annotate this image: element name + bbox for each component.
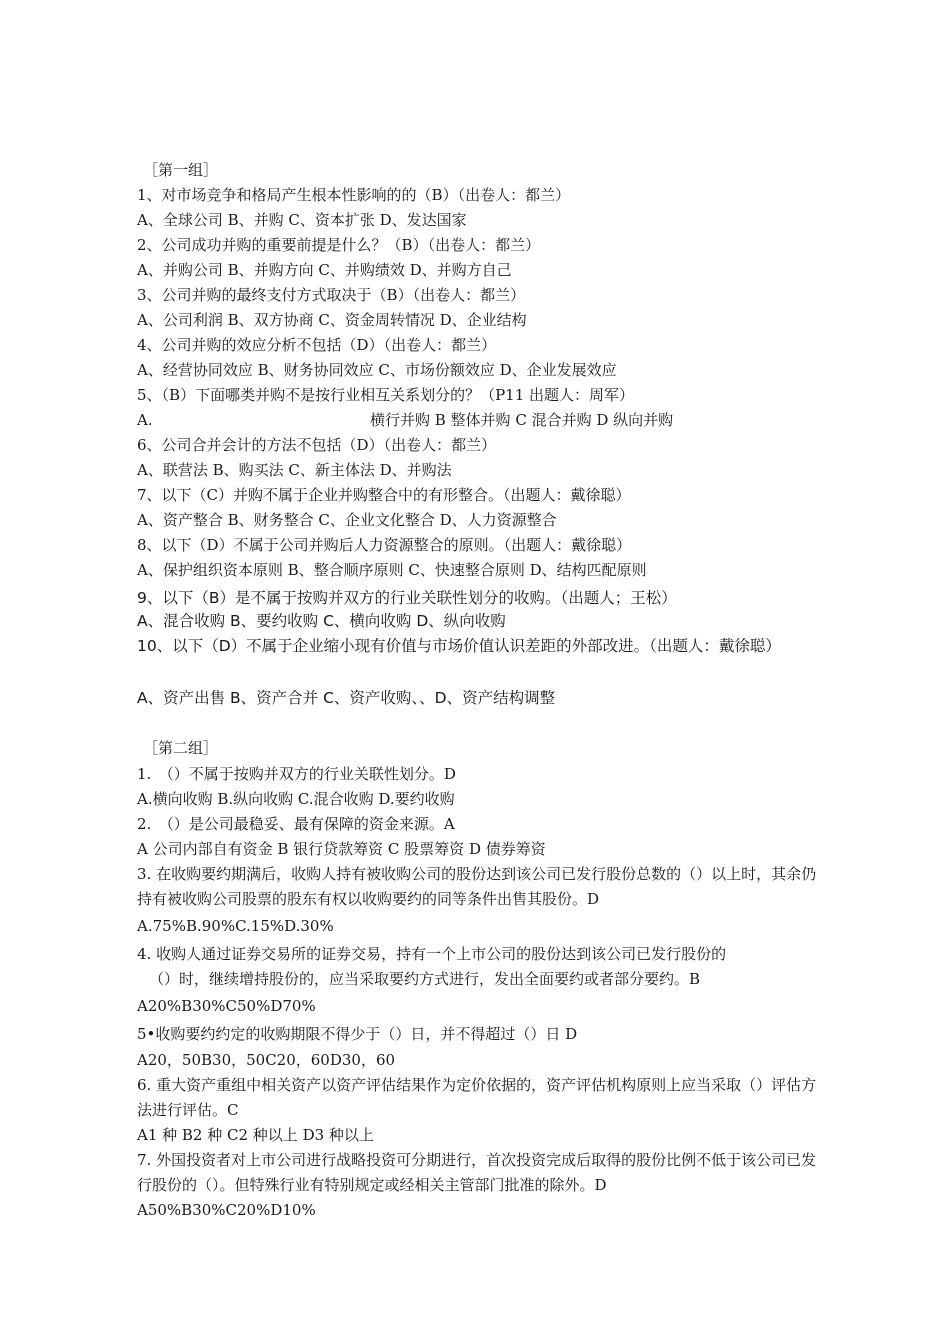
g1-q10: 10、以下（D）不属于企业缩小现有价值与市场价值认识差距的外部改进。（出题人：戴徐聪）: [137, 637, 781, 655]
g2-q2-options: A 公司内部自有资金 B 银行贷款筹资 C 股票筹资 D 债券筹资: [137, 840, 546, 858]
g2-q1: 1. （）不属于按购并双方的行业关联性划分。D: [137, 765, 456, 783]
g1-line-8: A、经营协同效应 B、财务协同效应 C、市场份额效应 D、企业发展效应: [137, 361, 617, 379]
g1-line-10: 6、公司合并会计的方法不包括（D）（出卷人：都兰）: [137, 436, 497, 454]
g2-q4-line2: （）时，继续增持股份的，应当采取要约方式进行，发出全面要约或者部分要约。B: [149, 970, 701, 988]
q5-option-a: A.: [137, 411, 153, 429]
g1-line-15: A、保护组织资本原则 B、整合顺序原则 C、快速整合原则 D、结构匹配原则: [137, 561, 647, 579]
g2-q7: 7. 外国投资者对上市公司进行战略投资可分期进行，首次投资完成后取得的股份比例不低于该公司已发行股份的（）。但特殊行业有特别规定或经相关主管部门批准的除外。D: [137, 1151, 817, 1194]
g1-line-11: A、联营法 B、购买法 C、新主体法 D、并购法: [137, 461, 452, 479]
g2-q7-options: A50%B30%C20%D10%: [137, 1201, 316, 1219]
g2-q6-options: A1 种 B2 种 C2 种以上 D3 种以上: [137, 1126, 374, 1144]
g1-line-3: 2、公司成功并购的重要前提是什么？（B）（出卷人：都兰）: [137, 236, 541, 254]
g1-q9-options: A、混合收购 B、要约收购 C、横向收购 D、纵向收购: [137, 612, 506, 630]
g2-q2: 2. （）是公司最稳妥、最有保障的资金来源。A: [137, 815, 455, 833]
g1-q10-options: A、资产出售 B、资产合并 C、资产收购、、D、资产结构调整: [137, 689, 556, 707]
g2-q4-options: A20%B30%C50%D70%: [137, 997, 316, 1015]
g2-q3-options: A.75%B.90%C.15%D.30%: [137, 917, 334, 935]
g2-q1-options: A.横向收购 B.纵向收购 C.混合收购 D.要约收购: [137, 790, 455, 808]
g1-line-13: A、资产整合 B、财务整合 C、企业文化整合 D、人力资源整合: [137, 511, 557, 529]
group1-heading: ［第一组］: [143, 161, 219, 179]
g1-line-4: A、并购公司 B、并购方向 C、并购绩效 D、并购方自己: [137, 261, 512, 279]
g1-q9: 9、以下（B）是不属于按购并双方的行业关联性划分的收购。（出题人；王松）: [137, 589, 677, 607]
g2-q3: 3. 在收购要约期满后，收购人持有被收购公司的股份达到该公司已发行股份总数的（）以上时，其余仍持有被收购公司股票的股东有权以收购要约的同等条件出售其股份。D: [137, 865, 817, 908]
g2-q4-line1: 4. 收购人通过证券交易所的证券交易，持有一个上市公司的股份达到该公司已发行股份的: [137, 945, 727, 963]
g2-q6: 6. 重大资产重组中相关资产以资产评估结果作为定价依据的，资产评估机构原则上应当采取（）评估方法进行评估。C: [137, 1076, 817, 1119]
g1-line-9: 5、（B）下面哪类并购不是按行业相互关系划分的？（P11 出题人：周军）: [137, 386, 635, 404]
g1-line-2: A、全球公司 B、并购 C、资本扩张 D、发达国家: [137, 211, 467, 229]
g1-line-5: 3、公司并购的最终支付方式取决于（B）（出卷人：都兰）: [137, 286, 526, 304]
g2-q5: 5•收购要约约定的收购期限不得少于（）日，并不得超过（）日 D: [137, 1025, 578, 1043]
group2-heading: ［第二组］: [143, 739, 219, 757]
q5-options-rest: 横行并购 B 整体并购 C 混合并购 D 纵向并购: [370, 411, 674, 429]
g1-line-6: A、公司利润 B、双方协商 C、资金周转情况 D、企业结构: [137, 311, 527, 329]
g1-line-1: 1、对市场竞争和格局产生根本性影响的的（B）（出卷人：都兰）: [137, 186, 571, 204]
g1-line-7: 4、公司并购的效应分析不包括（D）（出卷人：都兰）: [137, 336, 497, 354]
g2-q5-options: A20，50B30，50C20，60D30，60: [137, 1051, 396, 1069]
g1-line-12: 7、以下（C）并购不属于企业并购整合中的有形整合。（出题人：戴徐聪）: [137, 486, 631, 504]
g1-line-14: 8、以下（D）不属于公司并购后人力资源整合的原则。（出题人：戴徐聪）: [137, 536, 632, 554]
